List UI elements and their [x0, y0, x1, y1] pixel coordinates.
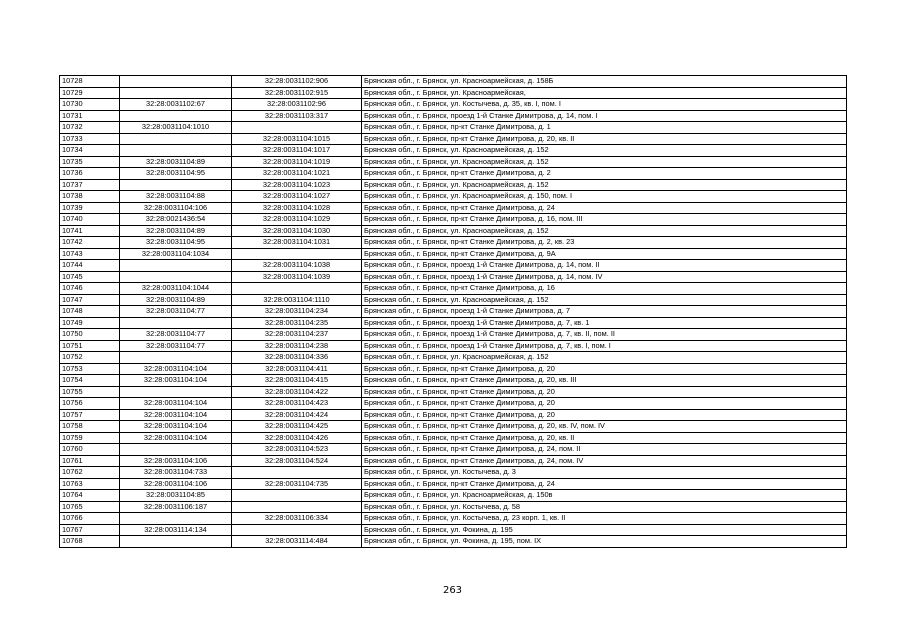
cadastral-number-cell: 32:28:0031104:524 — [232, 455, 362, 467]
address-cell: Брянская обл., г. Брянск, пр-кт Станке Димитрова, д. 9А — [362, 248, 847, 260]
cadastral-number-cell — [232, 501, 362, 513]
row-number-cell: 10749 — [60, 317, 120, 329]
cadastral-number-cell: 32:28:0031104:1021 — [232, 168, 362, 180]
cadastral-number-parent-cell: 32:28:0031104:85 — [120, 490, 232, 502]
cadastral-number-parent-cell: 32:28:0031104:88 — [120, 191, 232, 203]
cadastral-number-cell: 32:28:0031104:1030 — [232, 225, 362, 237]
cadastral-number-cell: 32:28:0031104:1038 — [232, 260, 362, 272]
cadastral-number-cell: 32:28:0031104:423 — [232, 398, 362, 410]
table-row — [60, 156, 847, 168]
row-number-cell: 10761 — [60, 455, 120, 467]
cadastral-number-cell: 32:28:0031104:1027 — [232, 191, 362, 203]
cadastral-number-parent-cell: 32:28:0031104:77 — [120, 329, 232, 341]
table-row — [60, 421, 847, 433]
cadastral-number-parent-cell: 32:28:0031104:106 — [120, 455, 232, 467]
table-row — [60, 133, 847, 145]
cadastral-number-cell: 32:28:0031104:1029 — [232, 214, 362, 226]
table-row — [60, 490, 847, 502]
cadastral-number-parent-cell — [120, 133, 232, 145]
row-number-cell: 10753 — [60, 363, 120, 375]
cadastral-number-parent-cell — [120, 536, 232, 548]
cadastral-number-parent-cell — [120, 260, 232, 272]
cadastral-number-parent-cell: 32:28:0031104:1034 — [120, 248, 232, 260]
address-cell: Брянская обл., г. Брянск, ул. Костычева, д. 23 корп. 1, кв. II — [362, 513, 847, 525]
table-row — [60, 524, 847, 536]
cadastral-number-cell: 32:28:0031106:334 — [232, 513, 362, 525]
cadastral-number-parent-cell: 32:28:0031104:95 — [120, 168, 232, 180]
cadastral-number-parent-cell: 32:28:0031104:106 — [120, 478, 232, 490]
address-cell: Брянская обл., г. Брянск, пр-кт Станке Димитрова, д. 1 — [362, 122, 847, 134]
row-number-cell: 10733 — [60, 133, 120, 145]
cadastral-number-cell: 32:28:0031104:235 — [232, 317, 362, 329]
address-cell: Брянская обл., г. Брянск, ул. Красноармейская, д. 152 — [362, 294, 847, 306]
cadastral-number-cell: 32:28:0031103:317 — [232, 110, 362, 122]
cadastral-number-cell — [232, 122, 362, 134]
table-row — [60, 455, 847, 467]
row-number-cell: 10754 — [60, 375, 120, 387]
cadastral-number-parent-cell: 32:28:0031104:89 — [120, 156, 232, 168]
row-number-cell: 10751 — [60, 340, 120, 352]
cadastral-number-parent-cell — [120, 145, 232, 157]
row-number-cell: 10745 — [60, 271, 120, 283]
table-row — [60, 87, 847, 99]
address-cell: Брянская обл., г. Брянск, ул. Красноармейская, д. 158Б — [362, 76, 847, 88]
address-cell: Брянская обл., г. Брянск, пр-кт Станке Димитрова, д. 16, пом. III — [362, 214, 847, 226]
table-row — [60, 260, 847, 272]
table-row — [60, 536, 847, 548]
address-cell: Брянская обл., г. Брянск, ул. Костычева, д. 35, кв. I, пом. I — [362, 99, 847, 111]
address-cell: Брянская обл., г. Брянск, ул. Фокина, д. 195, пом. IX — [362, 536, 847, 548]
row-number-cell: 10729 — [60, 87, 120, 99]
address-cell: Брянская обл., г. Брянск, пр-кт Станке Димитрова, д. 20, кв. II — [362, 133, 847, 145]
cadastral-number-cell: 32:28:0031104:523 — [232, 444, 362, 456]
address-cell: Брянская обл., г. Брянск, проезд 1-й Станке Димитрова, д. 7, кв. 1 — [362, 317, 847, 329]
table-row — [60, 225, 847, 237]
table-row — [60, 168, 847, 180]
row-number-cell: 10747 — [60, 294, 120, 306]
row-number-cell: 10760 — [60, 444, 120, 456]
cadastral-number-parent-cell: 32:28:0031104:104 — [120, 409, 232, 421]
table-row — [60, 122, 847, 134]
row-number-cell: 10757 — [60, 409, 120, 421]
address-cell: Брянская обл., г. Брянск, пр-кт Станке Димитрова, д. 20, кв. III — [362, 375, 847, 387]
cadastral-number-parent-cell: 32:28:0031114:134 — [120, 524, 232, 536]
table-row — [60, 283, 847, 295]
cadastral-number-cell: 32:28:0031104:1031 — [232, 237, 362, 249]
address-cell: Брянская обл., г. Брянск, проезд 1-й Станке Димитрова, д. 14, пом. I — [362, 110, 847, 122]
row-number-cell: 10758 — [60, 421, 120, 433]
address-cell: Брянская обл., г. Брянск, ул. Красноармейская, д. 150, пом. I — [362, 191, 847, 203]
table-row — [60, 444, 847, 456]
cadastral-number-cell: 32:28:0031104:1028 — [232, 202, 362, 214]
cadastral-table — [59, 75, 847, 548]
cadastral-number-parent-cell: 32:28:0031104:733 — [120, 467, 232, 479]
table-row — [60, 375, 847, 387]
cadastral-number-parent-cell — [120, 110, 232, 122]
cadastral-number-cell: 32:28:0031104:735 — [232, 478, 362, 490]
cadastral-number-parent-cell: 32:28:0031104:77 — [120, 306, 232, 318]
row-number-cell: 10730 — [60, 99, 120, 111]
row-number-cell: 10736 — [60, 168, 120, 180]
table-row — [60, 248, 847, 260]
row-number-cell: 10728 — [60, 76, 120, 88]
table-row — [60, 317, 847, 329]
cadastral-number-parent-cell: 32:28:0031104:1044 — [120, 283, 232, 295]
row-number-cell: 10732 — [60, 122, 120, 134]
cadastral-number-cell: 32:28:0031102:96 — [232, 99, 362, 111]
table-row — [60, 202, 847, 214]
row-number-cell: 10734 — [60, 145, 120, 157]
page-number: 263 — [442, 585, 463, 596]
address-cell: Брянская обл., г. Брянск, пр-кт Станке Димитрова, д. 20 — [362, 363, 847, 375]
cadastral-number-parent-cell — [120, 386, 232, 398]
row-number-cell: 10737 — [60, 179, 120, 191]
cadastral-number-parent-cell: 32:28:0031104:95 — [120, 237, 232, 249]
cadastral-number-parent-cell — [120, 444, 232, 456]
table-row — [60, 363, 847, 375]
row-number-cell: 10731 — [60, 110, 120, 122]
table-row — [60, 340, 847, 352]
cadastral-number-parent-cell: 32:28:0031104:104 — [120, 363, 232, 375]
cadastral-number-parent-cell: 32:28:0031104:104 — [120, 398, 232, 410]
row-number-cell: 10741 — [60, 225, 120, 237]
row-number-cell: 10759 — [60, 432, 120, 444]
table-row — [60, 237, 847, 249]
row-number-cell: 10756 — [60, 398, 120, 410]
address-cell: Брянская обл., г. Брянск, пр-кт Станке Димитрова, д. 20 — [362, 386, 847, 398]
address-cell: Брянская обл., г. Брянск, пр-кт Станке Димитрова, д. 24, пом. II — [362, 444, 847, 456]
address-cell: Брянская обл., г. Брянск, проезд 1-й Станке Димитрова, д. 7 — [362, 306, 847, 318]
cadastral-number-cell — [232, 524, 362, 536]
address-cell: Брянская обл., г. Брянск, пр-кт Станке Димитрова, д. 24, пом. IV — [362, 455, 847, 467]
cadastral-number-cell: 32:28:0031104:234 — [232, 306, 362, 318]
row-number-cell: 10738 — [60, 191, 120, 203]
cadastral-number-parent-cell — [120, 271, 232, 283]
cadastral-number-cell: 32:28:0031104:1023 — [232, 179, 362, 191]
row-number-cell: 10762 — [60, 467, 120, 479]
cadastral-number-parent-cell: 32:28:0031104:104 — [120, 375, 232, 387]
table-row — [60, 99, 847, 111]
cadastral-number-parent-cell — [120, 179, 232, 191]
cadastral-number-cell — [232, 283, 362, 295]
table-row — [60, 467, 847, 479]
address-cell: Брянская обл., г. Брянск, пр-кт Станке Димитрова, д. 20, кв. IV, пом. IV — [362, 421, 847, 433]
table-row — [60, 179, 847, 191]
table-row — [60, 191, 847, 203]
table-row — [60, 76, 847, 88]
table-row — [60, 306, 847, 318]
cadastral-number-parent-cell: 32:28:0031104:1010 — [120, 122, 232, 134]
address-cell: Брянская обл., г. Брянск, проезд 1-й Станке Димитрова, д. 14, пом. II — [362, 260, 847, 272]
address-cell: Брянская обл., г. Брянск, ул. Красноармейская, д. 152 — [362, 352, 847, 364]
cadastral-table-body — [60, 76, 847, 548]
cadastral-number-cell: 32:28:0031114:484 — [232, 536, 362, 548]
cadastral-number-cell: 32:28:0031104:1019 — [232, 156, 362, 168]
cadastral-number-cell: 32:28:0031104:422 — [232, 386, 362, 398]
address-cell: Брянская обл., г. Брянск, ул. Костычева, д. 58 — [362, 501, 847, 513]
cadastral-number-cell: 32:28:0031104:415 — [232, 375, 362, 387]
cadastral-number-parent-cell: 32:28:0031104:77 — [120, 340, 232, 352]
table-row — [60, 294, 847, 306]
cadastral-number-parent-cell: 32:28:0021436:54 — [120, 214, 232, 226]
cadastral-number-parent-cell: 32:28:0031104:106 — [120, 202, 232, 214]
address-cell: Брянская обл., г. Брянск, пр-кт Станке Димитрова, д. 20 — [362, 398, 847, 410]
cadastral-number-cell: 32:28:0031104:1110 — [232, 294, 362, 306]
cadastral-number-cell: 32:28:0031104:1017 — [232, 145, 362, 157]
table-row — [60, 329, 847, 341]
address-cell: Брянская обл., г. Брянск, пр-кт Станке Димитрова, д. 24 — [362, 202, 847, 214]
cadastral-number-cell: 32:28:0031104:237 — [232, 329, 362, 341]
row-number-cell: 10752 — [60, 352, 120, 364]
address-cell: Брянская обл., г. Брянск, ул. Красноармейская, д. 152 — [362, 179, 847, 191]
cadastral-number-parent-cell — [120, 317, 232, 329]
cadastral-number-cell — [232, 490, 362, 502]
cadastral-number-cell: 32:28:0031102:915 — [232, 87, 362, 99]
cadastral-number-cell: 32:28:0031104:1039 — [232, 271, 362, 283]
table-row — [60, 409, 847, 421]
cadastral-number-parent-cell: 32:28:0031102:67 — [120, 99, 232, 111]
cadastral-number-parent-cell: 32:28:0031104:89 — [120, 294, 232, 306]
table-row — [60, 478, 847, 490]
address-cell: Брянская обл., г. Брянск, пр-кт Станке Димитрова, д. 24 — [362, 478, 847, 490]
address-cell: Брянская обл., г. Брянск, пр-кт Станке Димитрова, д. 20, кв. II — [362, 432, 847, 444]
table-row — [60, 386, 847, 398]
cadastral-number-cell: 32:28:0031104:1015 — [232, 133, 362, 145]
row-number-cell: 10743 — [60, 248, 120, 260]
cadastral-number-cell: 32:28:0031104:425 — [232, 421, 362, 433]
cadastral-number-cell: 32:28:0031104:426 — [232, 432, 362, 444]
address-cell: Брянская обл., г. Брянск, ул. Красноармейская, д. 150в — [362, 490, 847, 502]
row-number-cell: 10739 — [60, 202, 120, 214]
address-cell: Брянская обл., г. Брянск, ул. Красноармейская, — [362, 87, 847, 99]
row-number-cell: 10744 — [60, 260, 120, 272]
table-row — [60, 214, 847, 226]
row-number-cell: 10740 — [60, 214, 120, 226]
address-cell: Брянская обл., г. Брянск, пр-кт Станке Димитрова, д. 2 — [362, 168, 847, 180]
cadastral-number-parent-cell: 32:28:0031106:187 — [120, 501, 232, 513]
cadastral-number-parent-cell — [120, 87, 232, 99]
row-number-cell: 10764 — [60, 490, 120, 502]
row-number-cell: 10735 — [60, 156, 120, 168]
address-cell: Брянская обл., г. Брянск, проезд 1-й Станке Димитрова, д. 7, кв. II, пом. II — [362, 329, 847, 341]
cadastral-number-parent-cell — [120, 513, 232, 525]
address-cell: Брянская обл., г. Брянск, пр-кт Станке Димитрова, д. 2, кв. 23 — [362, 237, 847, 249]
address-cell: Брянская обл., г. Брянск, ул. Фокина, д. 195 — [362, 524, 847, 536]
table-row — [60, 352, 847, 364]
cadastral-number-parent-cell: 32:28:0031104:104 — [120, 421, 232, 433]
table-row — [60, 145, 847, 157]
row-number-cell: 10763 — [60, 478, 120, 490]
address-cell: Брянская обл., г. Брянск, проезд 1-й Станке Димитрова, д. 7, кв. I, пом. I — [362, 340, 847, 352]
row-number-cell: 10746 — [60, 283, 120, 295]
cadastral-number-cell — [232, 467, 362, 479]
cadastral-number-parent-cell — [120, 352, 232, 364]
cadastral-number-parent-cell: 32:28:0031104:89 — [120, 225, 232, 237]
cadastral-number-cell: 32:28:0031104:238 — [232, 340, 362, 352]
address-cell: Брянская обл., г. Брянск, ул. Красноармейская, д. 152 — [362, 156, 847, 168]
table-row — [60, 513, 847, 525]
row-number-cell: 10765 — [60, 501, 120, 513]
cadastral-number-cell: 32:28:0031102:906 — [232, 76, 362, 88]
cadastral-number-cell: 32:28:0031104:424 — [232, 409, 362, 421]
row-number-cell: 10766 — [60, 513, 120, 525]
table-row — [60, 398, 847, 410]
address-cell: Брянская обл., г. Брянск, пр-кт Станке Димитрова, д. 20 — [362, 409, 847, 421]
address-cell: Брянская обл., г. Брянск, проезд 1-й Станке Димитрова, д. 14, пом. IV — [362, 271, 847, 283]
address-cell: Брянская обл., г. Брянск, пр-кт Станке Димитрова, д. 16 — [362, 283, 847, 295]
address-cell: Брянская обл., г. Брянск, ул. Костычева, д. 3 — [362, 467, 847, 479]
address-cell: Брянская обл., г. Брянск, ул. Красноармейская, д. 152 — [362, 145, 847, 157]
cadastral-number-cell: 32:28:0031104:411 — [232, 363, 362, 375]
address-cell: Брянская обл., г. Брянск, ул. Красноармейская, д. 152 — [362, 225, 847, 237]
row-number-cell: 10750 — [60, 329, 120, 341]
cadastral-number-parent-cell — [120, 76, 232, 88]
row-number-cell: 10742 — [60, 237, 120, 249]
row-number-cell: 10755 — [60, 386, 120, 398]
table-row — [60, 271, 847, 283]
table-row — [60, 501, 847, 513]
row-number-cell: 10748 — [60, 306, 120, 318]
cadastral-number-parent-cell: 32:28:0031104:104 — [120, 432, 232, 444]
cadastral-number-cell — [232, 248, 362, 260]
row-number-cell: 10767 — [60, 524, 120, 536]
row-number-cell: 10768 — [60, 536, 120, 548]
cadastral-number-cell: 32:28:0031104:336 — [232, 352, 362, 364]
table-row — [60, 432, 847, 444]
table-row — [60, 110, 847, 122]
